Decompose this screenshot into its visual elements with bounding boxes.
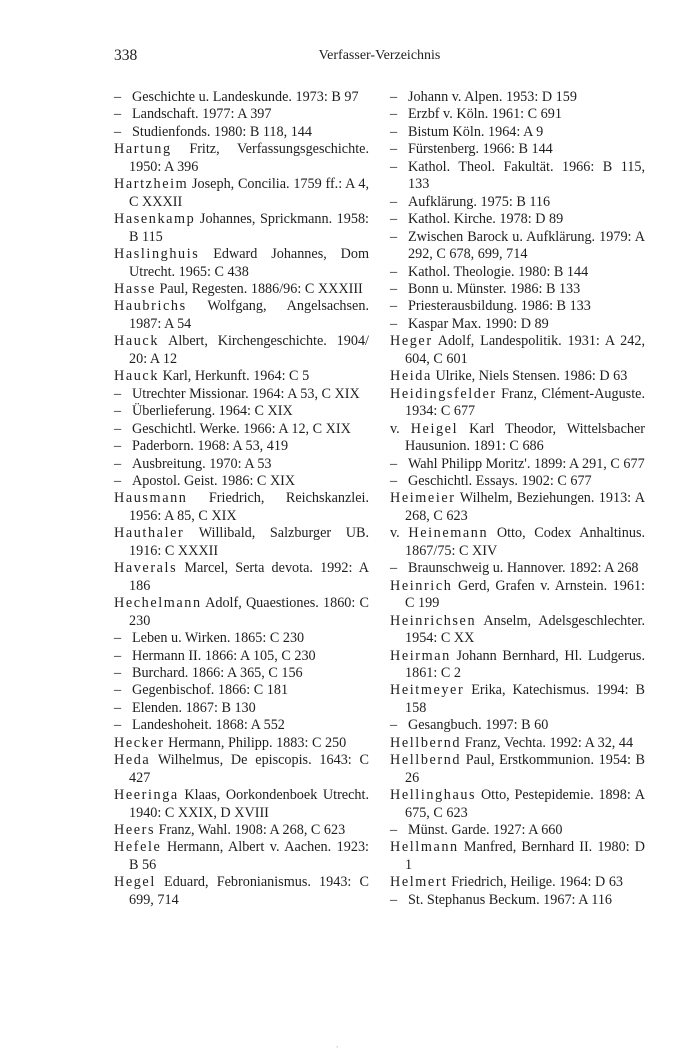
entry-text: Erika, Katechismus. 1994: B 158 bbox=[405, 682, 645, 716]
author-surname: Hausmann bbox=[114, 490, 188, 507]
index-subentry bbox=[114, 456, 369, 473]
author-surname: Haverals bbox=[114, 560, 178, 577]
entry-text: Anselm, Adelsgeschlechter. 1954: C XX bbox=[405, 612, 645, 647]
index-subentry bbox=[390, 106, 645, 123]
dash-marker: – bbox=[114, 699, 122, 716]
index-subentry bbox=[390, 281, 645, 298]
entry-text: Gegenbischof. 1866: C 181 bbox=[132, 682, 289, 699]
author-surname: Hasse bbox=[114, 280, 156, 297]
entry-text: Zwischen Barock u. Aufklärung. 1979: A 292, C 678, 699, 714 bbox=[408, 228, 645, 263]
index-subentry bbox=[114, 665, 369, 682]
index-subentry bbox=[114, 717, 369, 734]
index-entry bbox=[114, 822, 369, 839]
index-entry bbox=[114, 490, 369, 525]
index-subentry bbox=[390, 316, 645, 333]
author-surname: Hellbernd bbox=[390, 734, 462, 751]
entry-text: Otto, Codex Anhaltinus. 1867/75: C XIV bbox=[405, 525, 646, 559]
index-entry bbox=[390, 648, 645, 683]
entry-text: Elenden. 1867: B 130 bbox=[132, 699, 256, 716]
dash-marker: – bbox=[390, 455, 398, 472]
dash-marker: – bbox=[390, 560, 398, 577]
index-subentry bbox=[390, 141, 645, 158]
index-entry bbox=[114, 560, 369, 595]
entry-text: Franz, Wahl. 1908: A 268, C 623 bbox=[155, 822, 346, 839]
index-subentry bbox=[390, 717, 645, 734]
dash-marker: – bbox=[114, 664, 122, 681]
author-surname: Heida bbox=[390, 368, 432, 385]
entry-text: Adolf, Landespolitik. 1931: A 242, 604, C 601 bbox=[405, 333, 645, 367]
entry-text: Franz, Vechta. 1992: A 32, 44 bbox=[461, 734, 634, 751]
index-subentry bbox=[114, 403, 369, 420]
entry-text: Überlieferung. 1964: C XIX bbox=[132, 403, 293, 420]
dash-marker: – bbox=[390, 298, 398, 315]
author-surname: Heirman bbox=[390, 647, 451, 664]
index-subentry bbox=[390, 456, 645, 473]
index-subentry bbox=[114, 630, 369, 647]
dash-marker: – bbox=[390, 315, 398, 332]
index-entry bbox=[390, 735, 645, 752]
index-entry bbox=[114, 176, 369, 211]
entry-text: Eduard, Febronianismus. 1943: C 699, 714 bbox=[129, 874, 369, 908]
entry-text: Hermann, Philipp. 1883: C 250 bbox=[164, 734, 347, 751]
dash-marker: – bbox=[390, 228, 398, 245]
index-entry bbox=[390, 490, 645, 525]
entry-text: Kaspar Max. 1990: D 89 bbox=[408, 315, 549, 332]
dash-marker: – bbox=[390, 822, 398, 839]
dash-marker: – bbox=[114, 403, 122, 420]
index-entry bbox=[114, 333, 369, 368]
entry-text: Gesangbuch. 1997: B 60 bbox=[408, 717, 549, 734]
entry-text: Hermann, Albert v. Aachen. 1923: B 56 bbox=[129, 839, 369, 873]
dash-marker: – bbox=[114, 438, 122, 455]
entry-text: St. Stephanus Beckum. 1967: A 116 bbox=[408, 891, 613, 908]
entry-text: Studienfonds. 1980: B 118, 144 bbox=[132, 123, 312, 140]
author-surname: Heimeier bbox=[390, 490, 456, 507]
dash-marker: – bbox=[390, 280, 398, 297]
index-entry bbox=[390, 368, 645, 385]
index-entry bbox=[114, 246, 369, 281]
entry-text: Bistum Köln. 1964: A 9 bbox=[408, 123, 544, 140]
dash-marker: – bbox=[390, 472, 398, 489]
index-entry bbox=[390, 839, 645, 874]
dash-marker: – bbox=[390, 106, 398, 123]
entry-text: Fürstenberg. 1966: B 144 bbox=[408, 141, 553, 158]
entry-text: Manfred, Bernhard II. 1980: D 1 bbox=[405, 839, 645, 873]
dash-marker: – bbox=[390, 891, 398, 908]
entry-text: Johann v. Alpen. 1953: D 159 bbox=[408, 89, 577, 105]
index-entry bbox=[114, 368, 369, 385]
index-entry bbox=[390, 787, 645, 822]
author-surname: Hartzheim bbox=[114, 176, 189, 193]
entry-text: Gerd, Grafen v. Arnstein. 1961: C 199 bbox=[405, 577, 645, 612]
entry-text: Paul, Regesten. 1886/96: C XXXIII bbox=[155, 280, 363, 297]
index-entry bbox=[114, 735, 369, 752]
index-subentry bbox=[114, 386, 369, 403]
entry-text: Friedrich, Heilige. 1964: D 63 bbox=[447, 874, 624, 891]
index-subentry bbox=[114, 421, 369, 438]
index-subentry bbox=[114, 89, 369, 106]
entry-text: Adolf, Quaestiones. 1860: C 230 bbox=[129, 595, 369, 629]
dash-marker: – bbox=[114, 682, 122, 699]
entry-text: Karl, Herkunft. 1964: C 5 bbox=[159, 368, 310, 385]
name-prefix: v. bbox=[390, 420, 411, 437]
entry-text: Paul, Erstkommunion. 1954: B 26 bbox=[405, 752, 645, 786]
entry-text: Friedrich, Reichskanzlei. 1956: A 85, C XIX bbox=[129, 490, 369, 524]
author-surname: Hegel bbox=[114, 874, 156, 891]
index-subentry bbox=[390, 560, 645, 577]
index-subentry bbox=[390, 892, 645, 909]
dash-marker: – bbox=[114, 647, 122, 664]
dash-marker: – bbox=[114, 420, 122, 437]
entry-text: Franz, Clément-Auguste. 1934: C 677 bbox=[405, 385, 645, 420]
index-entry bbox=[390, 613, 645, 648]
index-entry bbox=[114, 874, 369, 909]
index-column-left bbox=[114, 89, 369, 909]
index-entry bbox=[390, 682, 645, 717]
index-entry bbox=[114, 211, 369, 246]
index-subentry bbox=[390, 159, 645, 194]
index-entry bbox=[390, 421, 645, 456]
entry-text: Kathol. Kirche. 1978: D 89 bbox=[408, 211, 564, 228]
author-surname: Heeringa bbox=[114, 787, 179, 804]
dash-marker: – bbox=[114, 472, 122, 489]
index-entry bbox=[390, 386, 645, 421]
entry-text: Apostol. Geist. 1986: C XIX bbox=[132, 472, 296, 489]
entry-text: Utrechter Missionar. 1964: A 53, C XIX bbox=[132, 385, 360, 402]
index-subentry bbox=[114, 106, 369, 123]
running-title: Verfasser-Verzeichnis bbox=[318, 48, 441, 63]
index-entry bbox=[114, 752, 369, 787]
entry-text: Landeshoheit. 1868: A 552 bbox=[132, 717, 285, 734]
index-subentry bbox=[390, 822, 645, 839]
entry-text: Johannes, Sprickmann. 1958: B 115 bbox=[129, 211, 369, 245]
entry-text: Klaas, Oorkondenboek Utrecht. 1940: C XXIX, D XVIII bbox=[129, 787, 369, 821]
author-surname: Hechelmann bbox=[114, 595, 202, 612]
index-entry bbox=[114, 787, 369, 822]
author-surname: Hauthaler bbox=[114, 525, 185, 542]
index-subentry bbox=[390, 264, 645, 281]
author-surname: Hauck bbox=[114, 368, 160, 385]
entry-text: Fritz, Verfassungsgeschichte. 1950: A 396 bbox=[129, 141, 369, 175]
author-surname: Heda bbox=[114, 752, 151, 769]
author-surname: Heinrich bbox=[390, 577, 453, 594]
entry-text: Ulrike, Niels Stensen. 1986: D 63 bbox=[431, 368, 628, 385]
index-subentry bbox=[390, 211, 645, 228]
entry-text: Aufklärung. 1975: B 116 bbox=[408, 193, 551, 210]
entry-text: Edward Johannes, Dom Utrecht. 1965: C 438 bbox=[129, 246, 369, 280]
index-column-right bbox=[390, 89, 645, 909]
author-surname: Haslinghuis bbox=[114, 246, 200, 263]
index-subentry bbox=[114, 438, 369, 455]
footer-mark: ˎ bbox=[336, 1040, 339, 1048]
dash-marker: – bbox=[114, 455, 122, 472]
index-entry bbox=[114, 595, 369, 630]
index-entry bbox=[390, 525, 645, 560]
author-surname: Haubrichs bbox=[114, 298, 187, 315]
dash-marker: – bbox=[114, 385, 122, 402]
dash-marker: – bbox=[114, 630, 122, 647]
entry-text: Wahl Philipp Moritz'. 1899: A 291, C 677 bbox=[408, 455, 645, 472]
entry-text: Geschichtl. Werke. 1966: A 12, C XIX bbox=[132, 420, 351, 437]
author-surname: Heinemann bbox=[408, 525, 489, 542]
entry-text: Bonn u. Münster. 1986: B 133 bbox=[408, 280, 581, 297]
author-surname: Hellbernd bbox=[390, 752, 462, 769]
entry-text: Hermann II. 1866: A 105, C 230 bbox=[132, 647, 316, 664]
index-subentry bbox=[114, 124, 369, 141]
author-surname: Hasenkamp bbox=[114, 211, 196, 228]
entry-text: Kathol. Theol. Fakultät. 1966: B 115, 133 bbox=[408, 158, 645, 193]
index-subentry bbox=[390, 194, 645, 211]
author-surname: Hellmann bbox=[390, 839, 459, 856]
dash-marker: – bbox=[390, 263, 398, 280]
index-subentry bbox=[390, 229, 645, 264]
dash-marker: – bbox=[390, 123, 398, 140]
entry-text: Joseph, Concilia. 1759 ff.: A 4, C XXXII bbox=[129, 176, 369, 210]
index-entry bbox=[114, 141, 369, 176]
dash-marker: – bbox=[390, 89, 398, 105]
index-entry bbox=[390, 752, 645, 787]
index-entry bbox=[114, 281, 369, 298]
dash-marker: – bbox=[114, 717, 122, 734]
dash-marker: – bbox=[390, 141, 398, 158]
name-prefix: v. bbox=[390, 525, 409, 542]
author-surname: Hellinghaus bbox=[390, 787, 477, 804]
entry-text: Priesterausbildung. 1986: B 133 bbox=[408, 298, 591, 315]
author-surname: Hecker bbox=[114, 734, 165, 751]
index-subentry bbox=[114, 648, 369, 665]
entry-text: Wolfgang, Angelsachsen. 1987: A 54 bbox=[129, 298, 369, 332]
dash-marker: – bbox=[390, 193, 398, 210]
page-header bbox=[114, 47, 645, 67]
index-entry bbox=[390, 333, 645, 368]
entry-text: Geschichtl. Essays. 1902: C 677 bbox=[408, 472, 592, 489]
dash-marker: – bbox=[114, 89, 122, 105]
entry-text: Erzbf v. Köln. 1961: C 691 bbox=[408, 106, 562, 123]
index-subentry bbox=[390, 89, 645, 106]
dash-marker: – bbox=[390, 211, 398, 228]
dash-marker: – bbox=[390, 158, 398, 175]
author-surname: Heinrichsen bbox=[390, 612, 477, 629]
author-surname: Heitmeyer bbox=[390, 682, 465, 699]
entry-text: Otto, Pestepidemie. 1898: A 675, C 623 bbox=[405, 787, 645, 821]
dash-marker: – bbox=[114, 106, 122, 123]
entry-text: Wilhelmus, De episcopis. 1643: C 427 bbox=[129, 752, 369, 786]
index-subentry bbox=[390, 473, 645, 490]
page-number: 338 bbox=[114, 47, 138, 64]
entry-text: Münst. Garde. 1927: A 660 bbox=[408, 822, 563, 839]
entry-text: Karl Theodor, Wittelsbacher Hausunion. 1891: C 686 bbox=[405, 420, 646, 455]
author-surname: Hauck bbox=[114, 333, 160, 350]
dash-marker: – bbox=[114, 123, 122, 140]
index-subentry bbox=[390, 298, 645, 315]
index-subentry bbox=[114, 682, 369, 699]
entry-text: Leben u. Wirken. 1865: C 230 bbox=[132, 630, 305, 647]
author-surname: Hefele bbox=[114, 839, 162, 856]
entry-text: Wilhelm, Beziehungen. 1913: A 268, C 623 bbox=[405, 490, 645, 524]
entry-text: Ausbreitung. 1970: A 53 bbox=[132, 455, 272, 472]
dash-marker: – bbox=[390, 717, 398, 734]
author-surname: Heger bbox=[390, 333, 433, 350]
entry-text: Geschichte u. Landeskunde. 1973: B 97 bbox=[132, 89, 359, 105]
author-surname: Hartung bbox=[114, 141, 172, 158]
entry-text: Landschaft. 1977: A 397 bbox=[132, 106, 272, 123]
entry-text: Albert, Kirchengeschichte. 1904/ 20: A 12 bbox=[129, 333, 369, 367]
author-surname: Heidingsfelder bbox=[390, 385, 497, 402]
entry-text: Marcel, Serta devota. 1992: A 186 bbox=[129, 560, 369, 594]
index-subentry bbox=[390, 124, 645, 141]
entry-text: Johann Bernhard, Hl. Ludgerus. 1861: C 2 bbox=[405, 647, 645, 681]
index-subentry bbox=[114, 473, 369, 490]
index-entry bbox=[114, 298, 369, 333]
index-subentry bbox=[114, 700, 369, 717]
index-entry bbox=[114, 525, 369, 560]
author-surname: Heigel bbox=[410, 420, 459, 437]
entry-text: Braunschweig u. Hannover. 1892: A 268 bbox=[408, 560, 639, 577]
entry-text: Burchard. 1866: A 365, C 156 bbox=[132, 664, 303, 681]
author-surname: Heers bbox=[114, 822, 156, 839]
entry-text: Willibald, Salzburger UB. 1916: C XXXII bbox=[129, 525, 369, 559]
entry-text: Kathol. Theologie. 1980: B 144 bbox=[408, 263, 589, 280]
index-entry bbox=[114, 839, 369, 874]
author-surname: Helmert bbox=[390, 874, 448, 891]
index-entry bbox=[390, 874, 645, 891]
entry-text: Paderborn. 1968: A 53, 419 bbox=[132, 438, 289, 455]
index-entry bbox=[390, 578, 645, 613]
